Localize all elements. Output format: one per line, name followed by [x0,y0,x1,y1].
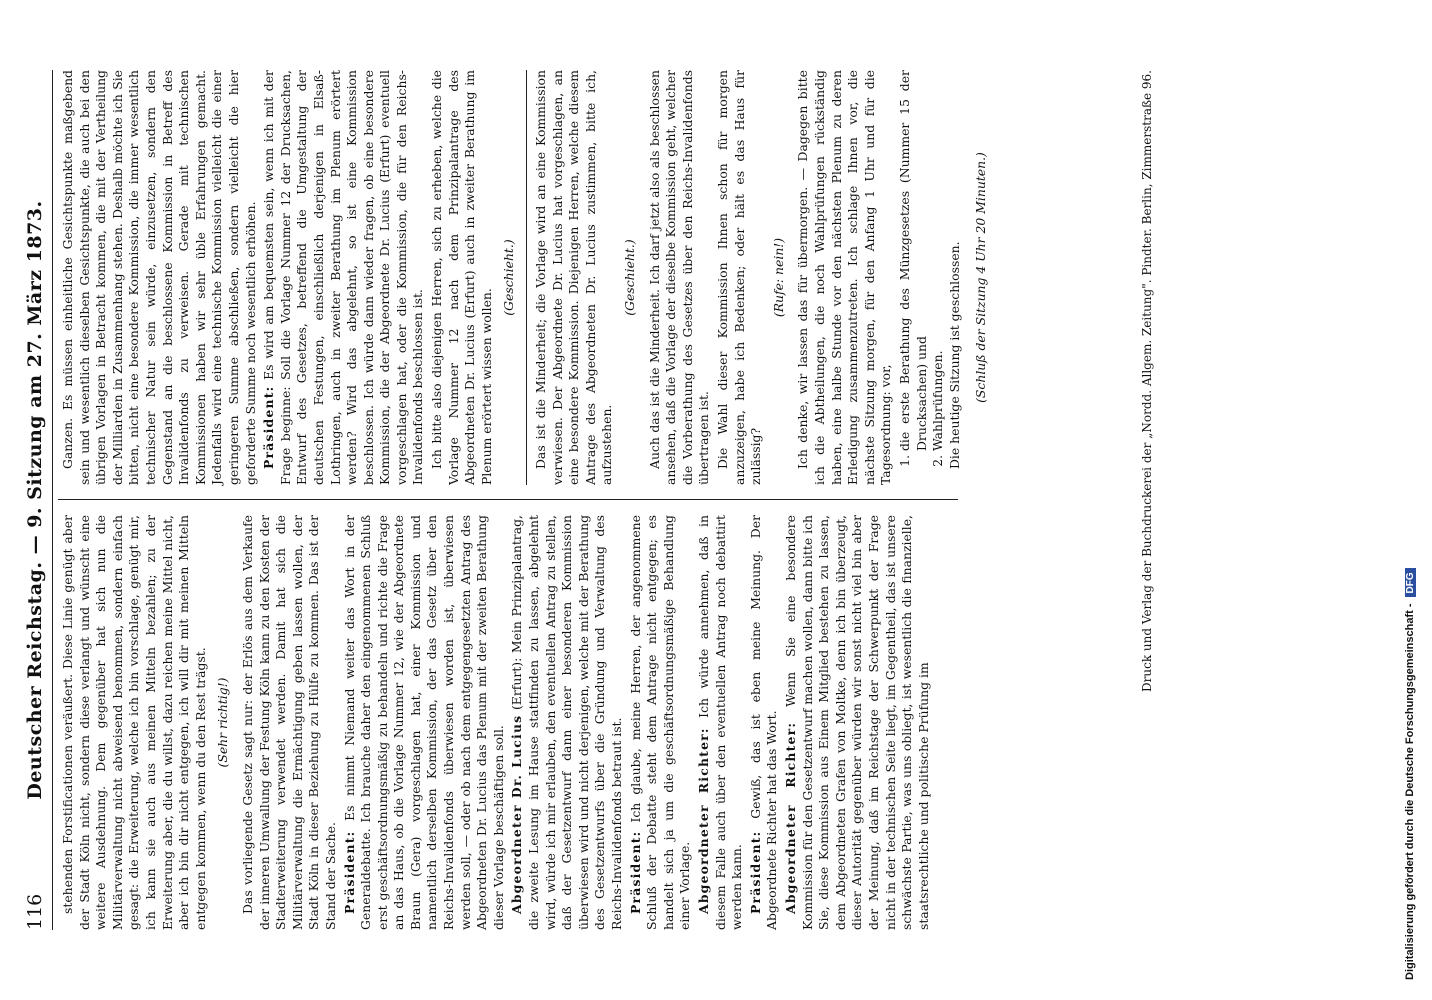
paragraph-text: Ich denke, wir lassen das für übermorgen. — Dagegen bitte ich die Abtheilungen, die noch Wahlprüfungen rückständig haben, eine halbe Stunde vor den nächsten Plenum zu deren Erledigung zusammenzutreten. Ich schlage Ihnen vor, die nächste Sitzung morgen, für den Anfang 1 Uhr und für die Tagesordnung: vor, [795,70,894,485]
speaker-name: Präsident: [627,830,643,914]
paragraph [60,70,259,485]
agenda-item: 1. die erste Berathung des Münzgesetzes (Nummer 15 der Drucksachen) und [897,70,930,451]
paragraph-text: Ich würde annehmen, daß in diesem Falle auch über den eventuellen Antrag noch debattirt werden kann. [695,515,745,930]
page-number: 116 [24,893,46,930]
speaker-name: Präsident: [341,830,357,914]
paragraph-text: Das vorliegende Gesetz sagt nur: der Erlös aus dem Verkaufe der inneren Umwallung der Festung Köln kann zu den Kosten der Stadterweiterung verwendet werden. Damit hat sich die Militärverwaltung die Ermächtigung geben lassen wollen, der Stadt Köln in dieser Beziehung zu Hülfe zu kommen. Das ist der Stand der Sache. [239,515,338,930]
paragraph [509,515,625,930]
page-title [24,70,46,930]
right-paragraphs [60,70,895,485]
digitization-credit [1404,120,1416,980]
speaker-name: Abgeordneter Richter: [695,727,711,914]
credit-text: Digitalisierung gefördert durch die Deutsche Forschungsgemeinschaft - [1404,603,1416,980]
left-column [60,515,970,930]
speaker-name: Präsident: [747,830,763,914]
paragraph [261,70,427,485]
paragraph [342,515,508,930]
paragraph-text: Es nimmt Niemand weiter das Wort in der Generaldebatte. Ich brauche daher den eingenommenen Schluß erst geschäftsordnungsmäßig zu behandeln und richte die Frage an das Haus, ob die Vorlage Nummer 12, wie der Abgeordnete Braun (Gera) vorgeschlagen hat, einer Kommission und namentlich derselben Kommission, der das Gesetz über den Reichs-Invalidenfonds überwiesen worden ist, überwiesen werden soll, — oder ob nach dem entgegengesetzten Antrag des Abgeordneten Dr. Lucius das Plenum mit der zweiten Berathung dieser Vorlage beschäftigen soll. [341,515,506,930]
page-header [18,70,53,930]
paragraph-text: Ich glaube, meine Herren, der angenommene Schluß der Debatte steht dem Antrage nicht entgegen; es handelt sich ja um die geschäftsordnungsmäßige Behandlung einer Vorlage. [627,515,693,930]
speaker-name: Abgeordneter Dr. Lucius [509,714,525,914]
paragraph [748,515,781,930]
stage-direction: (Sehr richtig!) [215,677,231,768]
agenda-list [897,70,947,451]
journal-title: Deutscher Reichstag. [24,561,46,800]
speaker-name: Präsident: [261,385,277,469]
stage-direction: (Geschieht.) [501,239,517,316]
paragraph [795,70,895,485]
paragraph-text: Die Wahl dieser Kommission Ihnen schon für morgen anzuzeigen, habe ich Bedenken; oder hält es das Haus für zulässig? [714,70,764,485]
right-column [60,70,989,485]
paragraph-text: Auch das ist die Minderheit. Ich darf jetzt also als beschlossen ansehen, daß die Vorlage der dieselbe Kommission geht, welcher die Vorberathung des Gesetzes über den Reichs-Invalidenfonds übertragen ist. [646,70,712,485]
paragraph-text: Es wird am bequemsten sein, wenn ich mit der Frage beginne: Soll die Vorlage Nummer 12 der Drucksachen, Entwurf des Gesetzes, betreffend die Umgestaltung der deutschen Festungen, einschließlich derjenigen in Elsaß-Lothringen, auch in zweiter Berathung im Plenum erörtert werden? Wird das abgelehnt, so ist eine Kommission beschlossen. Ich würde dann wieder fragen, ob eine besondere Kommission, die der Abgeordnete Dr. Lucius (Erfurt) eventuell vorgeschlagen hat, oder die Kommission, die für den Reichs-Invalidenfonds beschlossen ist. [261,70,426,485]
paragraph [60,515,209,930]
section-rule [526,70,527,485]
paragraph-text: stehenden Forstificationen veräußert. Diese Linie genügt aber der Stadt Köln nicht, sondern diese verlangt und wünscht eine weitere Ausdehnung. Dem gegenüber hat sich nun die Militärverwaltung nicht abweisend benommen, sondern einfach gesagt: die Erweiterung, welche ich bin vorschlage, genügt mir, ich kann sie auch aus meinen Mitteln bezahlen; zu der Erweiterung aber, die du willst, dazu reichen meine Mittel nicht, aber ich bin dir nicht entgegen, ich will dir mit meinen Mitteln entgegen kommen, wenn du den Rest trägst. [60,515,208,930]
paragraph-text: Ganzen. Es müssen einheitliche Gesichtspunkte maßgebend sein und wesentlich dieselben Gesichtspunkte, die auch bei den übrigen Vorlagen in Betracht kommen, die mit der Vertheilung der Milliarden in Zusammenhang stehen. Deshalb möchte ich Sie bitten, nicht eine besondere Kommission, die immer wesentlich technischer Natur sein würde, einzusetzen, sondern den Gegenstand an die beschlossene Kommission in Betreff des Invalidenfonds zu verweisen. Gerade mit technischen Kommissionen haben wir sehr üble Erfahrungen gemacht. Jedenfalls wird eine technische Kommission vielleicht die einer geringeren Summe abschließen, sondern vielleicht die hier geforderte Summe noch wesentlich erhöhen. [60,70,258,485]
paragraph-text: (Erfurt): Mein Prinzipalantrag, die zweite Lesung im Hause stattfinden zu lassen, abgelehnt wird, würde ich mir erlauben, den eventuellen Antrag zu stellen, daß der Gesetzentwurf dann einer besonderen Kommission überwiesen wird und nicht derjenigen, welche mit der Berathung des Gesetzentwurfs über die Gründung und Verwaltung des Reichs-Invalidenfonds betraut ist. [509,515,624,930]
agenda-closing: Die heutige Sitzung ist geschlossen. [946,241,962,469]
paragraph-text: Ich bitte also diejenigen Herren, sich zu erheben, welche die Vorlage Nummer 12 nach dem Prinzipalantrage des Abgeordneten Dr. Lucius (Erfurt) auch in zweiter Berathung im Plenum erörtert wissen wollen. [429,70,494,485]
paragraph [647,70,713,485]
paragraph [715,70,765,485]
agenda-item: 2. Wahlprüfungen. [930,70,947,451]
speaker-name: Abgeordneter Richter: [782,721,798,914]
paragraph [628,515,694,930]
paragraph [533,70,616,485]
dfg-logo: DFG [1405,568,1416,597]
column-divider [58,499,958,500]
paragraph [783,515,932,930]
paragraph [696,515,746,930]
paragraph [429,70,495,485]
stage-direction: (Geschieht.) [622,239,637,316]
session-closing-note: (Schluß der Sitzung 4 Uhr 20 Minuten.) [973,152,989,403]
paragraph-text: Das ist die Minderheit; die Vorlage wird an eine Kommission verwiesen. Der Abgeordnete Dr. Lucius hat vorgeschlagen, an eine besondere Kommission. Diejenigen Herren, welche diesem Antrage des Abgeordneten Dr. Lucius zustimmen, bitte ich, aufzustehen. [533,70,615,485]
stage-direction: (Rufe: nein!) [770,237,786,318]
paragraph-text: Gewiß, das ist eben meine Meinung. Der Abgeordnete Richter hat das Wort. [747,515,780,930]
session-info: — 9. Sitzung am 27. März 1873. [24,200,46,555]
paragraph-text: Wenn Sie eine besondere Kommission für den Gesetzentwurf machen wollen, dann bitte ich Sie, diese Kommission aus Einem Mitglied bestehen zu lassen, dem Abgeordneten Grafen von Moltke, denn ich bin überzeugt, dieser Autorität gegenüber würden wir sonst nicht viel bin aber der Meinung, daß im Reichstage der Schwerpunkt der Frage nicht in der technischen Seite liegt, im Gegentheil, das ist unsere schwächste Partie, was uns obliegt, ist wesentlich die finanzielle, staatsrechtliche und politische Prüfung im [782,515,931,930]
printer-imprint: Druck und Verlag der Buchdruckerei der „Nordd. Allgem. Zeitung". Pindter. Berlin, Zimmerstraße 96. [1140,70,1154,692]
paragraph [240,515,340,930]
